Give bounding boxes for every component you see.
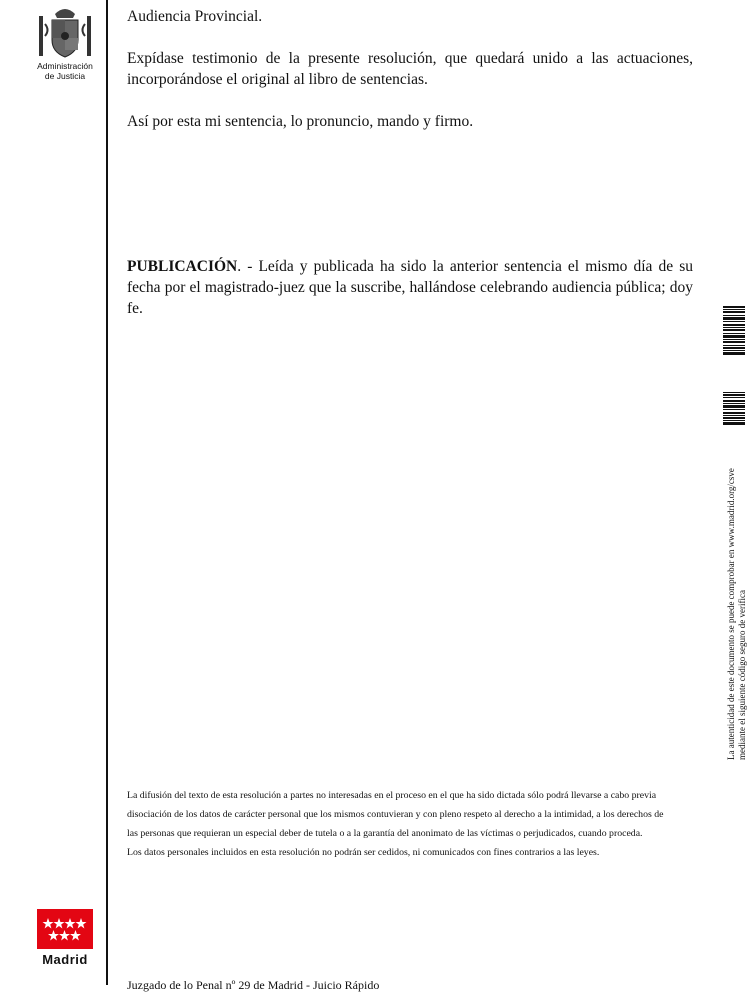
verification-line: mediante el siguiente código seguro de verifica xyxy=(737,590,747,760)
privacy-line: las personas que requieran un especial deber de tutela o a la garantía del anonimato de las víctimas o perjudicados, cuando proceda. xyxy=(127,828,643,839)
privacy-line: disociación de los datos de carácter personal que los mismos contuvieran y con pleno respeto al derecho a la intimidad, a los derechos de xyxy=(127,809,664,820)
publicacion-text: . - Leída y publicada ha sido la anterior sentencia el mismo día de su fecha por el magistrado-juez que la suscribe, hallándose celebrando audiencia pública; doy fe. xyxy=(127,258,693,317)
footer-court: Juzgado de lo Penal nº 29 de Madrid - Juicio Rápido xyxy=(127,978,380,992)
barcode-icon xyxy=(723,306,745,356)
privacy-line: Los datos personales incluidos en esta resolución no podrán ser cedidos, ni comunicados con fines contrarios a las leyes. xyxy=(127,847,600,858)
privacy-notice xyxy=(127,786,695,862)
publicacion-heading: PUBLICACIÓN xyxy=(127,258,238,275)
paragraph-audiencia: Audiencia Provincial. xyxy=(127,8,263,25)
privacy-line: La difusión del texto de esta resolución a partes no interesadas en el proceso en el que ha sido dictada sólo podrá llevarse a cabo previa xyxy=(127,790,657,801)
margin-rule xyxy=(106,0,108,985)
verification-note xyxy=(726,468,748,760)
paragraph-firma: Así por esta mi sentencia, lo pronuncio, mando y firmo. xyxy=(127,113,474,130)
verification-line: La autenticidad de este documento se puede comprobar en www.madrid.org/csve xyxy=(726,468,736,760)
administration-label-line2: de Justicia xyxy=(44,71,86,81)
administration-label xyxy=(24,61,106,81)
paragraph-publicacion xyxy=(127,256,693,319)
barcode-icon xyxy=(723,392,745,426)
coat-of-arms-logo xyxy=(36,2,94,60)
administration-label-line1: Administración xyxy=(37,61,93,71)
madrid-label: Madrid xyxy=(42,952,88,967)
paragraph-testimonio: Expídase testimonio de la presente resolución, que quedará unido a las actuaciones, incorporándose el original al libro de sentencias. xyxy=(127,50,693,88)
madrid-flag-logo xyxy=(37,909,93,949)
